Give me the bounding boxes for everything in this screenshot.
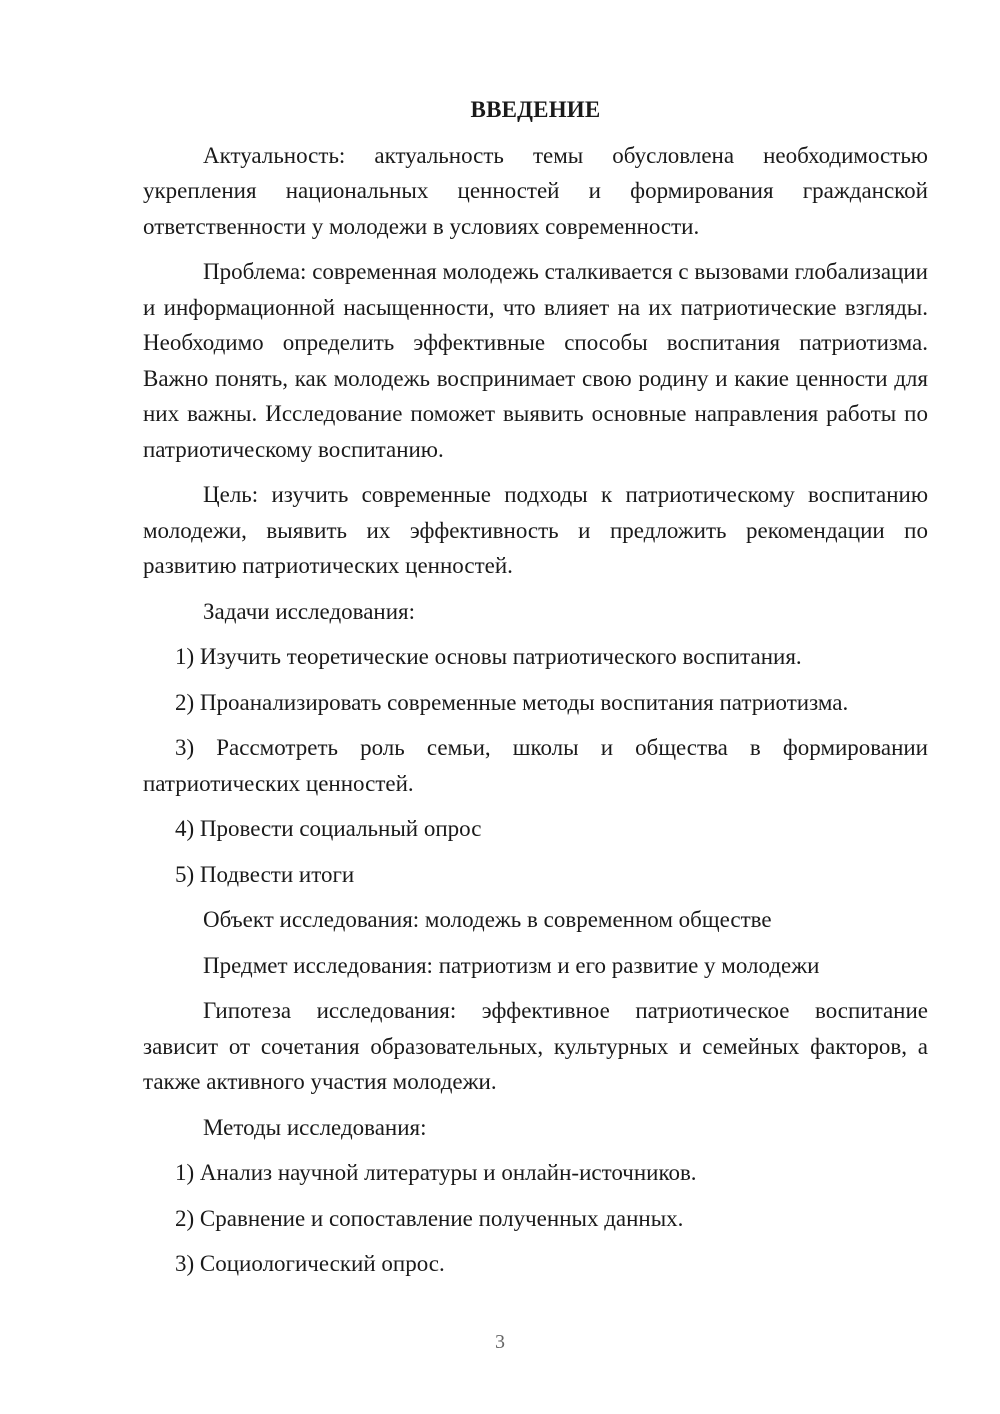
task-item: 4) Провести социальный опрос — [175, 816, 482, 841]
methods-heading: Методы исследования: — [203, 1114, 427, 1140]
tasks-heading: Задачи исследования: — [203, 598, 416, 624]
method-item: 2) Сравнение и сопоставление полученных данных. — [175, 1205, 684, 1231]
page-number: 3 — [495, 1331, 505, 1353]
goal-paragraph: Цель: изучить современные подходы к патриотическому воспитанию молодежи, выявить их эффективность и предложить рекомендации по развитию патриотических ценностей. — [143, 482, 928, 578]
problem-paragraph: Проблема: современная молодежь сталкивается с вызовами глобализации и информационной насыщенности, что влияет на их патриотические взгляды. Необходимо определить эффективные способы воспитания патриотизма. Важно понять, как молодежь воспринимает свою родину и какие ценности для них важны. Исследование поможет выявить основные направления работы по патриотическому воспитанию. — [143, 259, 928, 462]
task-item: 5) Подвести итоги — [175, 861, 355, 887]
section-title: ВВЕДЕНИЕ — [470, 97, 601, 122]
document-body — [143, 92, 928, 1292]
object-paragraph: Объект исследования: молодежь в современном обществе — [203, 907, 772, 932]
task-item: 3) Рассмотреть роль семьи, школы и общества в формировании патриотических ценностей. — [143, 735, 928, 796]
task-item: 1) Изучить теоретические основы патриотического воспитания. — [175, 644, 802, 669]
method-item: 3) Социологический опрос. — [175, 1251, 445, 1276]
hypothesis-paragraph: Гипотеза исследования: эффективное патриотическое воспитание зависит от сочетания образовательных, культурных и семейных факторов, а также активного участия молодежи. — [143, 998, 928, 1094]
task-item: 2) Проанализировать современные методы воспитания патриотизма. — [175, 689, 849, 715]
subject-paragraph: Предмет исследования: патриотизм и его развитие у молодежи — [203, 952, 820, 978]
method-item: 1) Анализ научной литературы и онлайн-источников. — [175, 1160, 697, 1185]
relevance-paragraph: Актуальность: актуальность темы обусловлена необходимостью укрепления национальных ценностей и формирования гражданской ответственности у молодежи в условиях современности. — [143, 142, 928, 239]
